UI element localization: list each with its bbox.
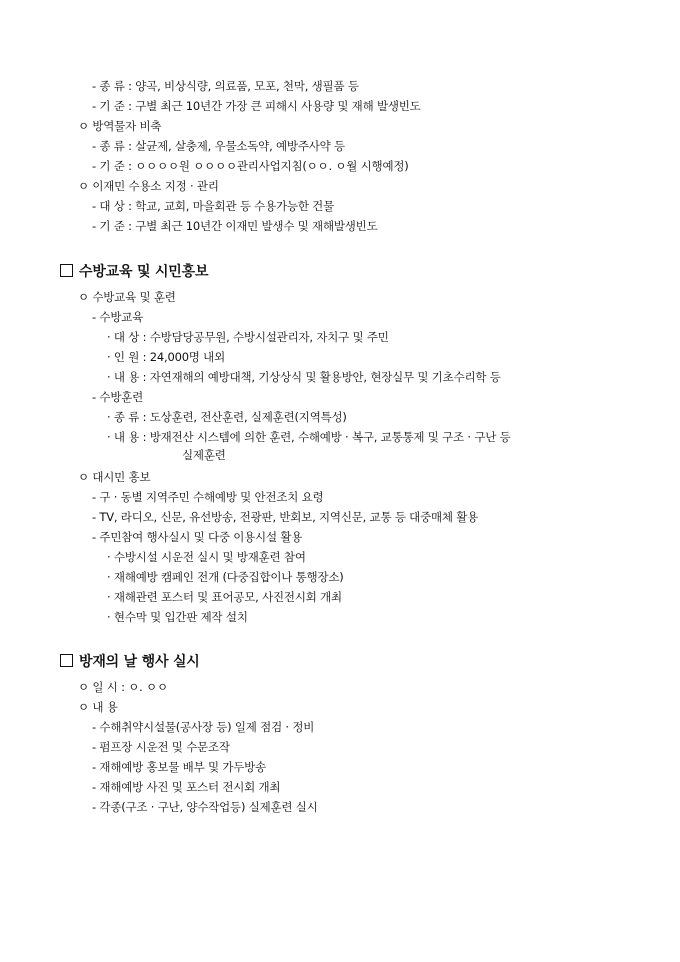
item-event-5: - 각종(구조 · 구난, 양수작업등) 실제훈련 실시 [92,800,318,814]
checkbox-square-icon [60,654,73,667]
item-training-content: · 내 용 : 방재전산 시스템에 의한 훈련, 수해예방 · 복구, 교통통제 및 구조 · 구난 등 [107,430,511,444]
item-education-content: · 내 용 : 자연재해의 예방대책, 기상상식 및 활용방안, 현장실무 및 기초수리학 등 [107,370,501,384]
item-pr-guidelines: - 구 · 동별 지역주민 수해예방 및 안전조치 요령 [92,490,324,504]
item-event-2: - 펌프장 시운전 및 수문조작 [92,740,230,754]
item-standard-shelter: - 기 준 : 구별 최근 10년간 이재민 발생수 및 재해발생빈도 [92,219,378,233]
item-pr-event-3: · 재해관련 포스터 및 표어공모, 사진전시회 개최 [107,590,342,604]
item-standard-disinfection: - 기 준 : ㅇㅇㅇㅇ원 ㅇㅇㅇㅇ관리사업지침(ㅇㅇ. ㅇ월 시행예정) [92,159,409,173]
item-pr-event-2: · 재해예방 캠페인 전개 (다중집합이나 통행장소) [107,570,344,584]
item-training-kind: · 종 류 : 도상훈련, 전산훈련, 실제훈련(지역특성) [107,410,347,424]
item-event-content: ㅇ 내 용 [78,700,118,714]
item-flood-training: - 수방훈련 [92,390,144,404]
section-title: 방재의 날 행사 실시 [79,654,200,670]
item-target-shelter: - 대 상 : 학교, 교회, 마을회관 등 수용가능한 건물 [92,199,334,213]
item-standard-supplies: - 기 준 : 구별 최근 10년간 가장 큰 피해시 사용량 및 재해 발생빈도 [92,99,421,113]
section-heading-education [60,263,208,281]
item-pr-event-1: · 수방시설 시운전 실시 및 방재훈련 참여 [107,550,306,564]
item-flood-education: - 수방교육 [92,310,144,324]
item-event-date: ㅇ 일 시 : ㅇ. ㅇㅇ [78,680,168,694]
section-title: 수방교육 및 시민홍보 [79,264,209,280]
item-event-1: - 수해취약시설물(공사장 등) 일제 점검 · 정비 [92,720,315,734]
item-event-3: - 재해예방 홍보물 배부 및 가두방송 [92,760,266,774]
item-pr-media: - TV, 라디오, 신문, 유선방송, 전광판, 반회보, 지역신문, 교통 등 대중매체 활용 [92,510,479,524]
item-training-content-cont: 실제훈련 [182,448,226,462]
item-kind-supplies: - 종 류 : 양곡, 비상식량, 의료품, 모포, 천막, 생필품 등 [92,79,359,93]
item-disinfection-stockpile: ㅇ 방역물자 비축 [78,119,162,133]
item-public-relations: ㅇ 대시민 홍보 [78,470,151,484]
item-pr-event-4: · 현수막 및 입간판 제작 설치 [107,610,248,624]
item-kind-disinfection: - 종 류 : 살균제, 살충제, 우물소독약, 예방주사약 등 [92,139,345,153]
item-education-training: ㅇ 수방교육 및 훈련 [78,290,176,304]
checkbox-square-icon [60,264,73,277]
item-event-4: - 재해예방 사진 및 포스터 전시회 개최 [92,780,281,794]
section-heading-event [60,653,200,671]
item-education-target: · 대 상 : 수방담당공무원, 수방시설관리자, 자치구 및 주민 [107,330,389,344]
item-shelter-designation: ㅇ 이재민 수용소 지정 · 관리 [78,179,219,193]
item-education-headcount: · 인 원 : 24,000명 내외 [107,350,225,364]
item-pr-events: - 주민참여 행사실시 및 다중 이용시설 활용 [92,530,303,544]
